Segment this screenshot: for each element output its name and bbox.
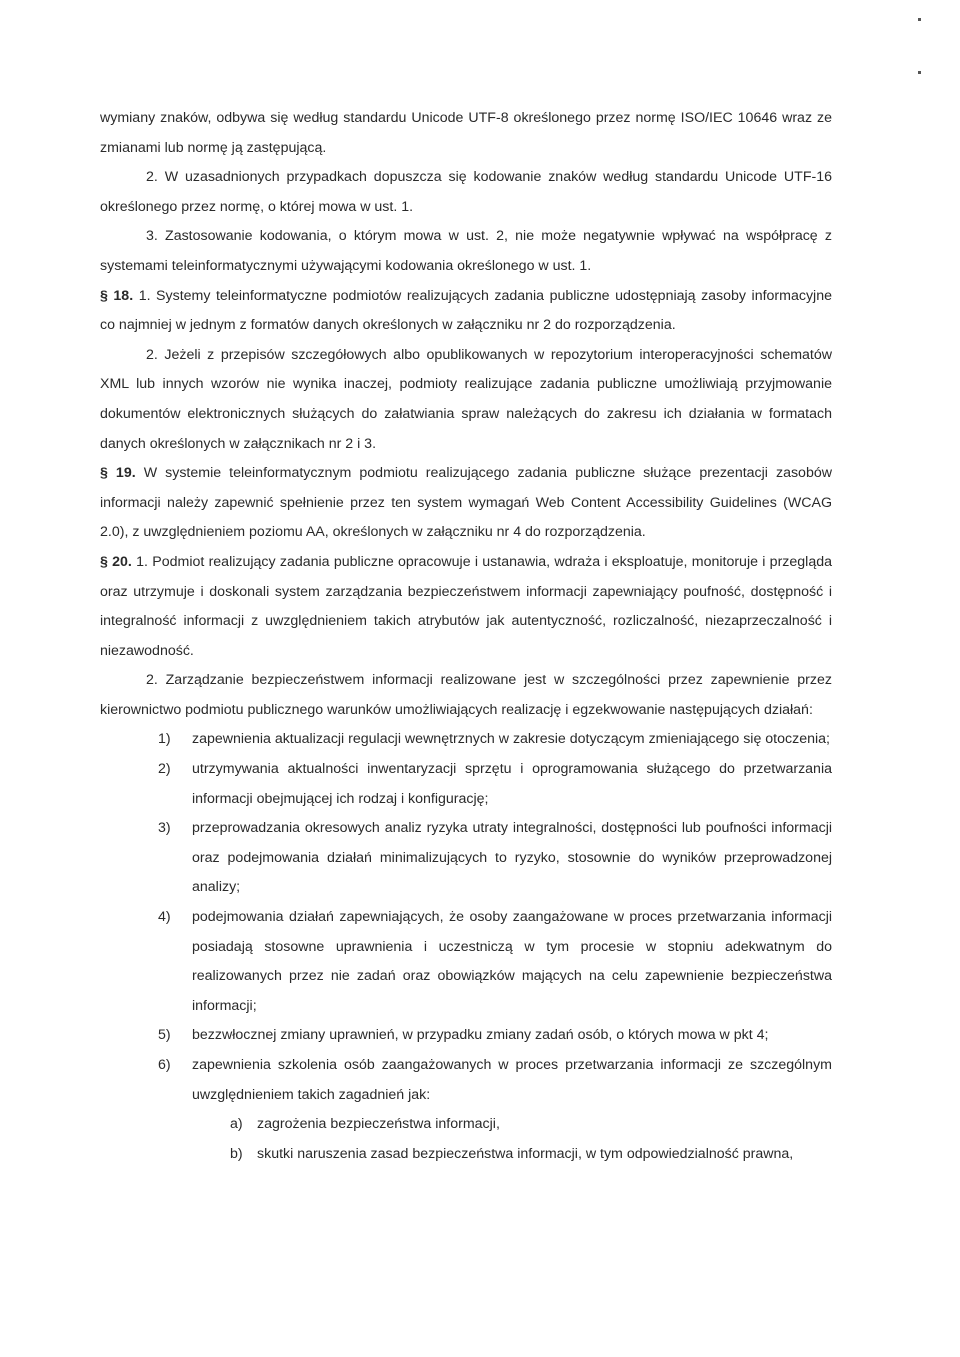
section-19-text: W systemie teleinformatycznym podmiotu realizującego zadania publiczne służące prezentacji zasobów informacji należy zapewnić spełnienie przez ten system wymagań Web Content Accessibility Guidelines (WCAG 2.0), z uwzględnieniem poziomu AA, określonych w załączniku nr 4 do rozporządzenia. [100,465,832,541]
list-item-text: bezzwłocznej zmiany uprawnień, w przypadku zmiany zadań osób, o których mowa w pkt 4; [192,1027,769,1044]
sub-list-item-letter: b) [230,1145,243,1162]
scan-marks [918,18,922,124]
sub-list-item-text: skutki naruszenia zasad bezpieczeństwa informacji, w tym odpowiedzialność prawna, [257,1145,794,1162]
list-item [100,903,832,1021]
section-19-label: § 19. [100,465,136,482]
list-item [100,1051,832,1110]
section-18-text-1: 1. Systemy teleinformatyczne podmiotów realizujących zadania publiczne udostępniają zasoby informacyjne co najmniej w jednym z formatów danych określonych w załączniku nr 2 do rozporządzenia. [100,287,832,334]
list-item-number: 5) [158,1027,171,1044]
document-body [100,104,832,1169]
list-item [100,755,832,814]
sub-list-item-letter: a) [230,1116,243,1133]
section-20-paragraph-1 [100,548,832,666]
list-item [100,725,832,755]
list-item-number: 4) [158,909,171,926]
list-item-number: 1) [158,731,171,748]
list-item-text: zapewnienia aktualizacji regulacji wewnętrznych w zakresie dotyczącym zmieniającego się otoczenia; [192,731,830,748]
section-18-paragraph-1 [100,282,832,341]
paragraph-intro: wymiany znaków, odbywa się według standardu Unicode UTF-8 określonego przez normę ISO/IEC 10646 wraz ze zmianami lub normę ją zastępującą. [100,110,832,156]
section-20-paragraph-2: 2. Zarządzanie bezpieczeństwem informacji realizowane jest w szczególności przez zapewnienie przez kierownictwo podmiotu publicznego warunków umożliwiających realizację i egzekwowanie następujących działań: [100,672,832,718]
sub-list-item-text: zagrożenia bezpieczeństwa informacji, [257,1116,500,1133]
section-20-text-1: 1. Podmiot realizujący zadania publiczne opracowuje i ustanawia, wdraża i eksploatuje, monitoruje i przegląda oraz utrzymuje i doskonali system zarządzania bezpieczeństwem informacji zapewniający poufność, dostępność i integralność informacji z uwzględnieniem takich atrybutów jak autentyczność, rozliczalność, niezaprzeczalność i niezawodność. [100,553,832,659]
list-item-number: 3) [158,820,171,837]
list-item-number: 2) [158,761,171,778]
paragraph-2: 2. W uzasadnionych przypadkach dopuszcza się kodowanie znaków według standardu Unicode UTF-16 określonego przez normę, o której mowa w ust. 1. [100,169,832,215]
list-item-text: zapewnienia szkolenia osób zaangażowanych w proces przetwarzania informacji ze szczególnym uwzględnieniem takich zagadnień jak: [192,1057,832,1103]
section-18-label: § 18. [100,287,134,304]
list-item-number: 6) [158,1057,171,1073]
section-18-paragraph-2: 2. Jeżeli z przepisów szczegółowych albo opublikowanych w repozytorium interoperacyjności schematów XML lub innych wzorów nie wynika inaczej, podmioty realizujące zadania publiczne umożliwiają przyjmowanie dokumentów elektronicznych służących do załatwiania spraw należących do zakresu ich działania w formatach danych określonych w załącznikach nr 2 i 3. [100,346,832,452]
section-20-label: § 20. [100,553,132,570]
list-item [100,814,832,903]
list-item-text: przeprowadzania okresowych analiz ryzyka utraty integralności, dostępności lub poufności informacji oraz podejmowania działań minimalizujących to ryzyko, stosownie do wyników przeprowadzonej analizy; [192,820,832,896]
section-19-paragraph [100,459,832,548]
list-item [100,1021,832,1051]
sub-list-item [100,1140,832,1170]
paragraph-3: 3. Zastosowanie kodowania, o którym mowa w ust. 2, nie może negatywnie wpływać na współpracę z systemami teleinformatycznymi używającymi kodowania określonego w ust. 1. [100,228,832,274]
list-item-text: podejmowania działań zapewniających, że osoby zaangażowane w proces przetwarzania informacji posiadają stosowne uprawnienia i uczestniczą w tym procesie w stopniu adekwatnym do realizowanych przez nie zadań oraz obowiązków mających na celu zapewnienie bezpieczeństwa informacji; [192,909,832,1014]
list-item-text: utrzymywania aktualności inwentaryzacji sprzętu i oprogramowania służącego do przetwarzania informacji obejmującej ich rodzaj i konfigurację; [192,761,832,807]
sub-list-item [100,1110,832,1140]
